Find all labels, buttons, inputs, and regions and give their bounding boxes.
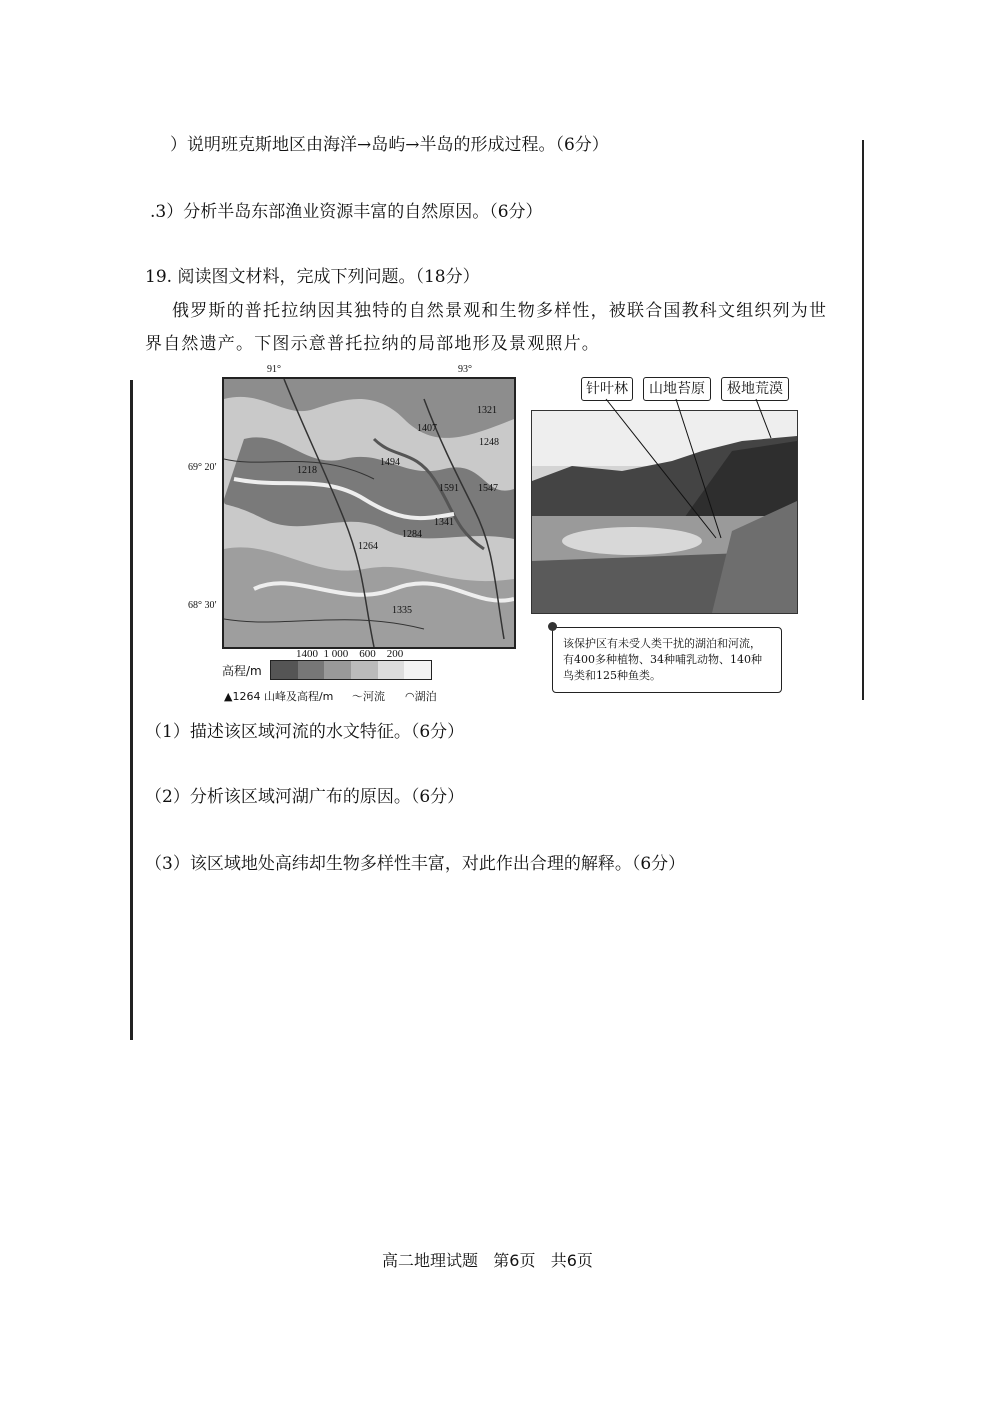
question-19-intro-line2: 界自然遗产。下图示意普托拉纳的局部地形及景观照片。: [145, 334, 600, 354]
question-19-2: （2）分析该区域河湖广布的原因。（6分）: [145, 787, 465, 807]
peak-label: 1335: [392, 605, 412, 616]
photo-caption-box: 该保护区有未受人类干扰的湖泊和河流，有400多种植物、34种哺乳动物、140种鸟类和125种鱼类。: [552, 627, 782, 693]
elevation-legend-bar: [270, 660, 432, 680]
question-19-title: 19. 阅读图文材料，完成下列问题。（18分）: [145, 267, 480, 287]
legend-ticks: 1400 1 000 600 200: [296, 648, 404, 660]
lake-symbol-icon: ◠: [405, 690, 415, 703]
terrain-map-graphic: [224, 379, 514, 647]
peak-label: 1407: [417, 423, 437, 434]
question-19-1: （1）描述该区域河流的水文特征。（6分）: [145, 722, 465, 742]
map-lat-bottom: 68° 30′: [188, 600, 217, 611]
terrain-map: [222, 377, 516, 649]
peak-label: 1341: [434, 517, 454, 528]
page-footer: 高二地理试题 第6页 共6页: [382, 1251, 593, 1270]
legend-title: 高程/m: [222, 664, 262, 678]
peak-label: 1264: [358, 541, 378, 552]
map-lon-right: 93°: [458, 364, 472, 375]
tag-coniferous-forest: 针叶林: [581, 377, 633, 401]
river-symbol-icon: 〜: [352, 690, 363, 703]
question-18-3: .3）分析半岛东部渔业资源丰富的自然原因。（6分）: [150, 202, 543, 222]
right-margin-line: [862, 140, 864, 700]
peak-label: 1248: [479, 437, 499, 448]
pin-icon: [548, 622, 557, 631]
map-lat-top: 69° 20′: [188, 462, 217, 473]
legend-lake: ◠湖泊: [405, 690, 437, 703]
tag-mountain-tundra: 山地苔原: [643, 377, 711, 401]
map-lon-left: 91°: [267, 364, 281, 375]
peak-label: 1547: [478, 483, 498, 494]
tag-pointer-lines: [531, 398, 796, 548]
peak-label: 1284: [402, 529, 422, 540]
question-18-2: ）说明班克斯地区由海洋→岛屿→半岛的形成过程。（6分）: [170, 135, 609, 155]
peak-label: 1218: [297, 465, 317, 476]
legend-river: 〜河流: [352, 690, 385, 703]
peak-label: 1321: [477, 405, 497, 416]
question-19-3: （3）该区域地处高纬却生物多样性丰富，对此作出合理的解释。（6分）: [145, 854, 686, 874]
peak-label: 1591: [439, 483, 459, 494]
peak-label: 1494: [380, 457, 400, 468]
legend-peak-symbol: ▲1264 山峰及高程/m: [224, 690, 334, 703]
question-19-intro-line1: 俄罗斯的普托拉纳因其独特的自然景观和生物多样性，被联合国教科文组织列为世: [172, 301, 828, 321]
tag-polar-desert: 极地荒漠: [721, 377, 789, 401]
left-binding-line: [130, 380, 133, 1040]
